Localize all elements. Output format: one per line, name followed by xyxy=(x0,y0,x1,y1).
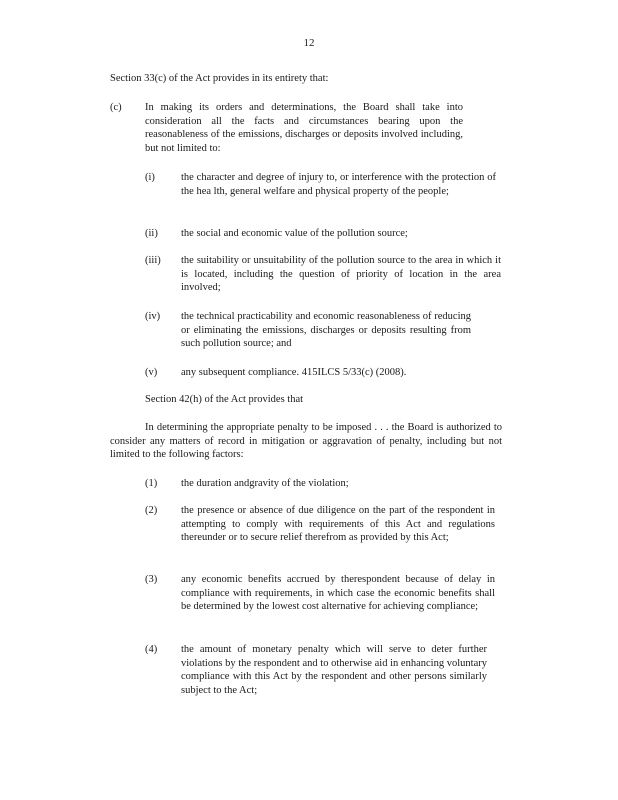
factor-iv-text: the technical practicability and economic reasonableness of reducing or eliminating the emissions, discharges or deposits resulting from such pollution source; and xyxy=(181,311,471,349)
page-number: 12 xyxy=(303,37,315,49)
factor-iii-label: (iii) xyxy=(145,255,161,266)
factor-iv-label: (iv) xyxy=(145,311,161,322)
factor-2-text: the presence or absence of due diligence on the part of the respondent in attempting to comply with requirements of this Act and regulations thereunder or to secure relief therefrom as provided by this Act; xyxy=(181,505,495,543)
factor-v-label: (v) xyxy=(145,367,158,378)
factor-3-label: (3) xyxy=(145,574,158,585)
factor-v-text: any subsequent compliance. 415ILCS 5/33(c) (2008). xyxy=(181,367,407,378)
factor-4-text: the amount of monetary penalty which will serve to deter further violations by the respondent and to otherwise aid in enhancing voluntary compliance with this Act by the respondent and other persons similarly subject to the Act; xyxy=(181,644,487,696)
section-33c-intro: Section 33(c) of the Act provides in its entirety that: xyxy=(110,73,329,84)
factor-4-label: (4) xyxy=(145,644,158,655)
section-42h-paragraph: In determining the appropriate penalty to be imposed . . . the Board is authorized to consider any matters of record in mitigation or aggravation of penalty, including but not limited to the following factors: xyxy=(110,422,502,460)
factor-iii-text: the suitability or unsuitability of the pollution source to the area in which it is located, including the question of priority of location in the area involved; xyxy=(181,255,501,293)
factor-1-label: (1) xyxy=(145,478,158,489)
clause-c-label: (c) xyxy=(110,102,122,113)
factor-2-label: (2) xyxy=(145,505,158,516)
factor-ii-label: (ii) xyxy=(145,228,158,239)
factor-1-text: the duration andgravity of the violation; xyxy=(181,478,349,489)
factor-i-text: the character and degree of injury to, or interference with the protection of the hea lth, general welfare and physical property of the people; xyxy=(181,172,496,197)
section-42h-intro: Section 42(h) of the Act provides that xyxy=(145,394,304,405)
factor-3-text: any economic benefits accrued by therespondent because of delay in compliance with requirements, in which case the economic benefits shall be determined by the lowest cost alternative for achieving compliance; xyxy=(181,574,495,612)
factor-i-label: (i) xyxy=(145,172,155,183)
factor-ii-text: the social and economic value of the pollution source; xyxy=(181,228,408,239)
clause-c-text: In making its orders and determinations, the Board shall take into consideration all the facts and circumstances bearing upon the reasonableness of the emissions, discharges or deposits involved including, but not limited to: xyxy=(145,102,463,154)
